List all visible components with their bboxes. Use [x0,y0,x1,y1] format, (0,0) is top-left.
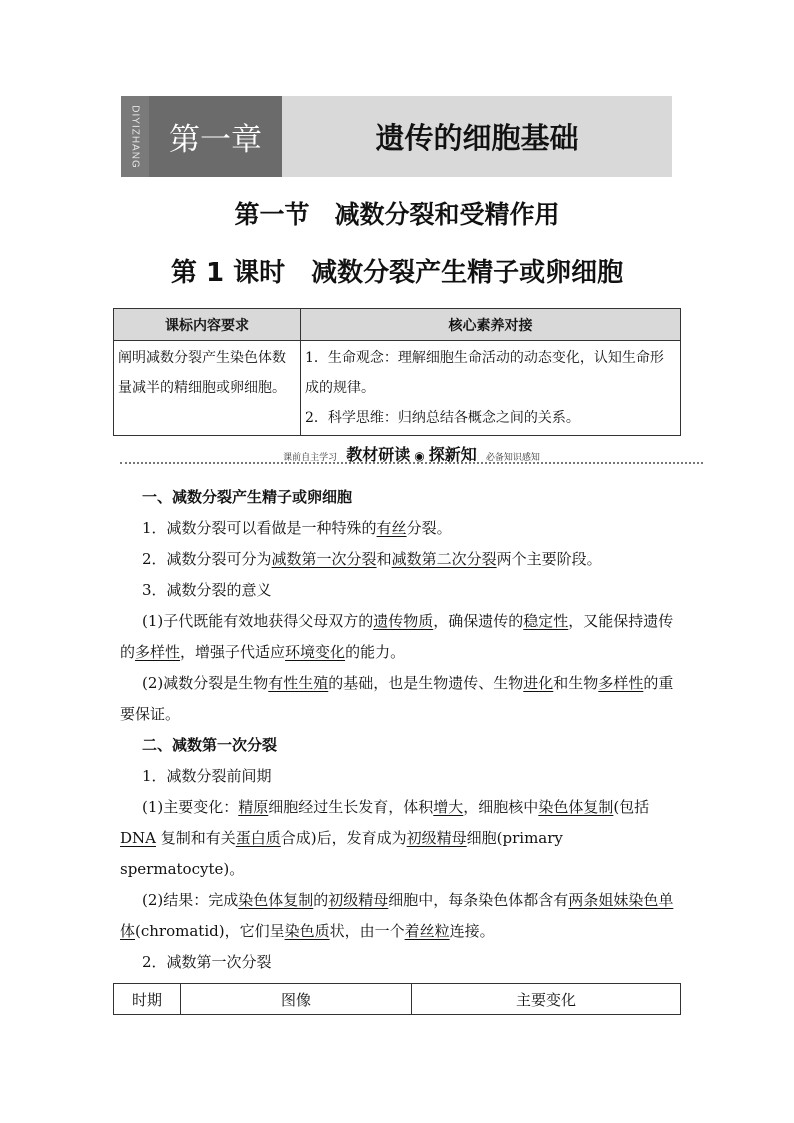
text-run: 复制和有关 [155,829,236,847]
text-run: 分裂。 [406,519,452,537]
answer-blank: 增大 [433,798,464,816]
text-run: (2)结果：完成 [142,891,239,909]
answer-blank: 染色体复制 [538,798,614,816]
text-run: 两个主要阶段。 [496,550,602,568]
text-run: 的重要保证。 [120,674,674,723]
section-divider [120,440,703,464]
text-run: (1)主要变化： [142,798,239,816]
text-run: 细胞经过生长发育，体积 [268,798,434,816]
literacy-item: 1．生命观念：理解细胞生命活动的动态变化，认知生命形成的规律。 [305,350,664,396]
heading-1: 一、减数分裂产生精子或卵细胞 [142,488,353,506]
paragraph [120,544,678,575]
answer-blank: 环境变化 [285,643,346,661]
text-run: 细胞(primary spermatocyte)。 [120,829,563,878]
answer-blank: 遗传物质 [373,612,434,630]
answer-blank: 染色质 [284,922,330,940]
standards-header-right: 核心素养对接 [301,309,681,341]
chapter-title: 遗传的细胞基础 [282,96,672,177]
division-header-period: 时期 [114,984,181,1015]
division-header-changes: 主要变化 [412,984,681,1015]
text-run: 连接。 [449,922,495,940]
answer-blank: 蛋白质 [235,829,281,847]
heading-3: 1．减数分裂前间期 [142,767,272,785]
text-run: 状，由一个 [329,922,405,940]
answer-blank: 着丝粒 [404,922,450,940]
divider-right-text: 必备知识感知 [485,453,540,463]
text-run: 和生物 [553,674,599,692]
division-header-image: 图像 [181,984,412,1015]
paragraph [120,668,678,730]
standards-literacy [301,341,681,436]
text-run: ，确保遗传的 [433,612,524,630]
standards-table [113,308,681,436]
chapter-banner [121,96,672,177]
answer-blank: DNA [120,829,156,847]
answer-blank: 初级精母 [406,829,467,847]
text-run: 和 [376,550,392,568]
section-title: 第一节 减数分裂和受精作用 [234,200,560,229]
answer-blank: 进化 [523,674,554,692]
standards-header-left: 课标内容要求 [114,309,301,341]
divider-dot-icon: ◉ [414,449,425,463]
text-run: 2．减数分裂可分为 [142,550,272,568]
answer-blank: 两条姐妹染色单体 [120,891,674,940]
text-run: (2)减数分裂是生物 [142,674,269,692]
text-run: 1．减数分裂可以看做是一种特殊的 [142,519,377,537]
divider-main-a: 教材研读 [346,445,411,464]
chapter-number: 第一章 [149,96,282,177]
answer-blank: 有丝 [376,519,407,537]
text-run: ，又能保持遗传的 [120,612,674,661]
text-run: 的能力。 [345,643,406,661]
paragraph [120,606,678,668]
text-run: 的基础，也是生物遗传、生物 [328,674,524,692]
answer-blank: 有性生殖 [268,674,329,692]
text-run: ，细胞核中 [463,798,539,816]
text-run: ，增强子代适应 [180,643,286,661]
text-run: (1)子代既能有效地获得父母双方的 [142,612,374,630]
lesson-title: 第 1 课时 减数分裂产生精子或卵细胞 [170,258,624,288]
answer-blank: 多样性 [598,674,644,692]
paragraph [120,885,678,947]
standards-requirement: 阐明减数分裂产生染色体数量减半的精细胞或卵细胞。 [114,341,301,436]
answer-blank: 减数第一次分裂 [271,550,377,568]
chapter-pinyin: DIYIZHANG [121,96,149,177]
literacy-item: 2．科学思维：归纳总结各概念之间的关系。 [305,410,580,426]
answer-blank: 多样性 [135,643,181,661]
lesson-content [120,482,678,978]
text-run: 的 [313,891,329,909]
paragraph: 3．减数分裂的意义 [142,581,272,599]
answer-blank: 减数第二次分裂 [391,550,497,568]
answer-blank: 初级精母 [328,891,389,909]
heading-4: 2．减数第一次分裂 [142,953,272,971]
text-run: 合成)后，发育成为 [280,829,407,847]
answer-blank: 稳定性 [523,612,569,630]
divider-main-b: 探新知 [428,445,477,464]
text-run: (chromatid)，它们呈 [135,922,285,940]
text-run: 细胞中，每条染色体都含有 [388,891,569,909]
answer-blank: 染色体复制 [238,891,314,909]
text-run: (包括 [613,798,650,816]
paragraph [120,792,678,885]
answer-blank: 精原 [238,798,269,816]
division-table [113,983,681,1015]
heading-2: 二、减数第一次分裂 [142,736,278,754]
paragraph [120,513,678,544]
dotted-rule [120,462,703,464]
divider-left-text: 课前自主学习 [283,453,338,463]
